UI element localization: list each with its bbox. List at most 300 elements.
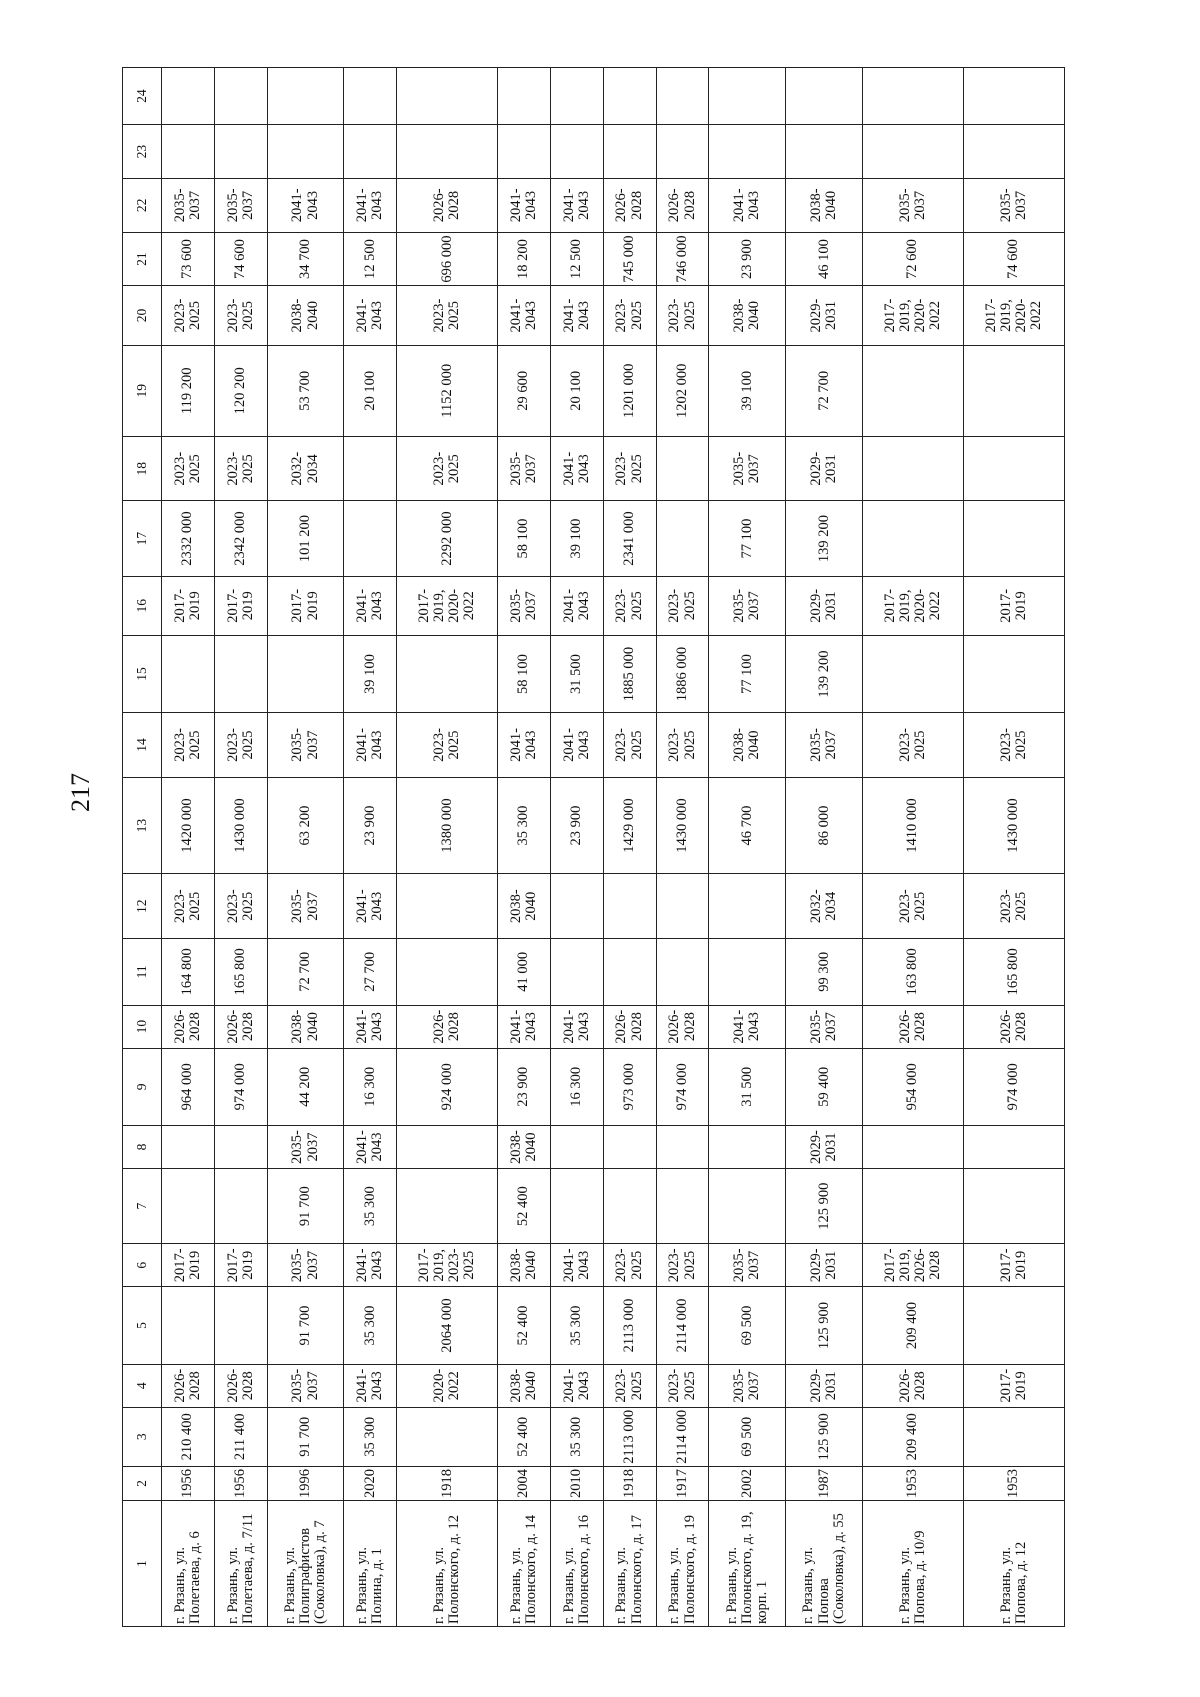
- table-cell: [863, 501, 964, 576]
- table-cell: 2041-2043: [550, 286, 603, 345]
- table-cell: 1886 000: [656, 635, 709, 712]
- table-cell: 2017-2019, 2020-2022: [964, 286, 1065, 345]
- table-cell: 99 300: [786, 938, 863, 1005]
- column-header-4: 4: [123, 1364, 162, 1407]
- table-cell: 2023-2025: [656, 1364, 709, 1407]
- table-cell: 2035-2037: [786, 713, 863, 778]
- table-cell: 2023-2025: [656, 713, 709, 778]
- table-cell: [550, 68, 603, 125]
- table-cell: 2041-2043: [344, 1364, 397, 1407]
- table-cell: 69 500: [709, 1407, 786, 1466]
- table-cell: 2041-2043: [344, 286, 397, 345]
- table-cell: 1956: [214, 1466, 267, 1500]
- table-cell: 2041-2043: [267, 178, 344, 232]
- table-cell: 2026-2028: [656, 1005, 709, 1048]
- table-cell: 2041-2043: [709, 1005, 786, 1048]
- table-cell: [344, 436, 397, 501]
- table-cell: 2035-2037: [709, 1364, 786, 1407]
- table-cell: [709, 68, 786, 125]
- table-cell: 2035-2037: [214, 178, 267, 232]
- table-cell: 1430 000: [214, 777, 267, 874]
- page-number: 217: [66, 773, 95, 812]
- table-cell: 35 300: [344, 1169, 397, 1244]
- table-cell: 46 100: [786, 232, 863, 286]
- table-cell: [214, 1169, 267, 1244]
- column-header-17: 17: [123, 501, 162, 576]
- table-cell: [397, 1126, 498, 1169]
- table-row: [162, 68, 215, 1627]
- table-cell: 2023-2025: [397, 713, 498, 778]
- table-cell: 2038-2040: [498, 1364, 551, 1407]
- table-cell: 1956: [162, 1466, 215, 1500]
- table-cell: 211 400: [214, 1407, 267, 1466]
- table-cell: 2341 000: [603, 501, 656, 576]
- table-cell: [214, 635, 267, 712]
- table-cell: 2113 000: [603, 1287, 656, 1364]
- table-cell: 23 900: [498, 1048, 551, 1125]
- table-cell: 2026-2028: [863, 1364, 964, 1407]
- table-cell: [214, 1126, 267, 1169]
- table-cell: 1953: [964, 1466, 1065, 1500]
- table-cell: [603, 1169, 656, 1244]
- table-cell: 59 400: [786, 1048, 863, 1125]
- table-cell: [863, 1126, 964, 1169]
- table-cell: 20 100: [550, 345, 603, 436]
- address-cell: г. Рязань, ул. Полонского, д. 14: [498, 1501, 551, 1627]
- table-cell: 164 800: [162, 938, 215, 1005]
- column-header-18: 18: [123, 436, 162, 501]
- table-cell: 31 500: [550, 635, 603, 712]
- table-cell: 16 300: [344, 1048, 397, 1125]
- table-cell: 165 800: [214, 938, 267, 1005]
- table-cell: 2023-2025: [863, 874, 964, 939]
- table-cell: 2026-2028: [162, 1364, 215, 1407]
- table-cell: [550, 125, 603, 179]
- table-cell: 973 000: [603, 1048, 656, 1125]
- table-cell: 2038-2040: [709, 713, 786, 778]
- table-cell: 23 900: [709, 232, 786, 286]
- registry-table: [122, 67, 1065, 1627]
- table-cell: [603, 68, 656, 125]
- table-cell: [397, 1407, 498, 1466]
- column-header-1: 1: [123, 1501, 162, 1627]
- table-cell: [550, 1169, 603, 1244]
- table-cell: 2035-2037: [709, 1244, 786, 1287]
- table-cell: 1918: [397, 1466, 498, 1500]
- table-cell: 2023-2025: [603, 576, 656, 635]
- table-cell: 2023-2025: [964, 713, 1065, 778]
- table-cell: 58 100: [498, 635, 551, 712]
- column-header-6: 6: [123, 1244, 162, 1287]
- table-cell: 210 400: [162, 1407, 215, 1466]
- table-cell: 2041-2043: [550, 436, 603, 501]
- table-cell: 2038-2040: [498, 1244, 551, 1287]
- table-cell: 39 100: [344, 635, 397, 712]
- table-cell: 2026-2028: [656, 178, 709, 232]
- table-cell: 2035-2037: [786, 1005, 863, 1048]
- column-header-14: 14: [123, 713, 162, 778]
- table-cell: 2035-2037: [267, 1364, 344, 1407]
- table-cell: 2332 000: [162, 501, 215, 576]
- table-cell: 72 700: [786, 345, 863, 436]
- table-cell: 41 000: [498, 938, 551, 1005]
- table-cell: 2041-2043: [550, 1364, 603, 1407]
- table-cell: 2035-2037: [863, 178, 964, 232]
- table-cell: 2023-2025: [603, 1244, 656, 1287]
- address-cell: г. Рязань, ул. Попова, д. 10/9: [863, 1501, 964, 1627]
- table-cell: 1885 000: [603, 635, 656, 712]
- table-cell: 2029-2031: [786, 1126, 863, 1169]
- table-cell: 2038-2040: [786, 178, 863, 232]
- table-cell: [863, 635, 964, 712]
- table-cell: 2023-2025: [162, 713, 215, 778]
- table-row: [863, 68, 964, 1627]
- table-cell: 2114 000: [656, 1287, 709, 1364]
- table-cell: 2041-2043: [344, 874, 397, 939]
- table-cell: 52 400: [498, 1169, 551, 1244]
- table-cell: 119 200: [162, 345, 215, 436]
- table-cell: 2029-2031: [786, 436, 863, 501]
- table-cell: [498, 125, 551, 179]
- column-header-5: 5: [123, 1287, 162, 1364]
- table-cell: 2023-2025: [603, 286, 656, 345]
- table-row: [709, 68, 786, 1627]
- table-cell: 39 100: [709, 345, 786, 436]
- address-cell: г. Рязань, ул. Полонского, д. 12: [397, 1501, 498, 1627]
- table-cell: [964, 125, 1065, 179]
- table-cell: 2032-2034: [786, 874, 863, 939]
- table-cell: 1996: [267, 1466, 344, 1500]
- table-cell: 44 200: [267, 1048, 344, 1125]
- table-cell: 745 000: [603, 232, 656, 286]
- table-cell: 1430 000: [656, 777, 709, 874]
- table-cell: [709, 874, 786, 939]
- table-cell: 77 100: [709, 501, 786, 576]
- table-cell: 2292 000: [397, 501, 498, 576]
- table-cell: 39 100: [550, 501, 603, 576]
- column-header-21: 21: [123, 232, 162, 286]
- table-cell: 2041-2043: [344, 1126, 397, 1169]
- table-cell: 2020: [344, 1466, 397, 1500]
- table-cell: 1918: [603, 1466, 656, 1500]
- column-header-19: 19: [123, 345, 162, 436]
- table-row: [603, 68, 656, 1627]
- table-cell: 2026-2028: [214, 1005, 267, 1048]
- table-cell: 2023-2025: [603, 436, 656, 501]
- table-cell: 1429 000: [603, 777, 656, 874]
- table-cell: [267, 635, 344, 712]
- table-cell: 2029-2031: [786, 1244, 863, 1287]
- table-cell: 2035-2037: [267, 713, 344, 778]
- table-cell: [550, 874, 603, 939]
- table-cell: 2041-2043: [498, 178, 551, 232]
- table-cell: 20 100: [344, 345, 397, 436]
- table-cell: 2017-2019: [964, 1364, 1065, 1407]
- table-cell: 2023-2025: [863, 713, 964, 778]
- table-cell: 2017-2019: [162, 1244, 215, 1287]
- table-cell: 2023-2025: [964, 874, 1065, 939]
- table-cell: 2029-2031: [786, 286, 863, 345]
- table-cell: 974 000: [656, 1048, 709, 1125]
- table-cell: 2038-2040: [709, 286, 786, 345]
- table-cell: [964, 345, 1065, 436]
- table-row: [550, 68, 603, 1627]
- table-cell: 2020-2022: [397, 1364, 498, 1407]
- table-cell: 139 200: [786, 635, 863, 712]
- table-cell: 69 500: [709, 1287, 786, 1364]
- table-cell: 2038-2040: [498, 1126, 551, 1169]
- table-cell: [214, 1287, 267, 1364]
- table-cell: 74 600: [214, 232, 267, 286]
- table-cell: 35 300: [550, 1407, 603, 1466]
- table-cell: 2023-2025: [162, 286, 215, 345]
- table-cell: [964, 501, 1065, 576]
- table-cell: [550, 1126, 603, 1169]
- table-cell: 2029-2031: [786, 576, 863, 635]
- table-cell: [603, 874, 656, 939]
- table-cell: 2035-2037: [498, 576, 551, 635]
- table-cell: 2041-2043: [498, 713, 551, 778]
- column-header-7: 7: [123, 1169, 162, 1244]
- table-cell: 2041-2043: [550, 576, 603, 635]
- table-cell: 2004: [498, 1466, 551, 1500]
- table-cell: 2017-2019, 2023-2025: [397, 1244, 498, 1287]
- table-row: [964, 68, 1065, 1627]
- table-cell: 2342 000: [214, 501, 267, 576]
- table-cell: 974 000: [964, 1048, 1065, 1125]
- table-cell: 35 300: [550, 1287, 603, 1364]
- table-cell: [550, 938, 603, 1005]
- table-cell: 2038-2040: [267, 1005, 344, 1048]
- table-cell: 73 600: [162, 232, 215, 286]
- table-cell: 2017-2019, 2020-2022: [863, 286, 964, 345]
- table-row: [498, 68, 551, 1627]
- column-header-2: 2: [123, 1466, 162, 1500]
- table-cell: [964, 436, 1065, 501]
- address-cell: г. Рязань, ул. Полонского, д. 19, корп. 1: [709, 1501, 786, 1627]
- table-cell: 1987: [786, 1466, 863, 1500]
- table-cell: 163 800: [863, 938, 964, 1005]
- address-cell: г. Рязань, ул. Полонского, д. 17: [603, 1501, 656, 1627]
- table-cell: 2026-2028: [397, 1005, 498, 1048]
- table-row: [267, 68, 344, 1627]
- table-body: [162, 68, 1065, 1627]
- column-header-24: 24: [123, 68, 162, 125]
- table-cell: [863, 1169, 964, 1244]
- table-cell: 2041-2043: [550, 1244, 603, 1287]
- table-cell: [162, 125, 215, 179]
- table-cell: 2035-2037: [267, 1126, 344, 1169]
- table-cell: [397, 125, 498, 179]
- table-cell: 2026-2028: [214, 1364, 267, 1407]
- table-cell: 125 900: [786, 1287, 863, 1364]
- table-cell: 2023-2025: [656, 576, 709, 635]
- table-cell: 1953: [863, 1466, 964, 1500]
- table-cell: [964, 1169, 1065, 1244]
- table-cell: 23 900: [550, 777, 603, 874]
- table-cell: 2017-2019: [964, 1244, 1065, 1287]
- table-cell: 2035-2037: [267, 874, 344, 939]
- table-cell: 2023-2025: [603, 713, 656, 778]
- column-header-8: 8: [123, 1126, 162, 1169]
- table-cell: [709, 125, 786, 179]
- table-row: [786, 68, 863, 1627]
- table-cell: [964, 1407, 1065, 1466]
- table-cell: [214, 125, 267, 179]
- table-cell: [603, 125, 656, 179]
- table-cell: 91 700: [267, 1407, 344, 1466]
- table-cell: 2032-2034: [267, 436, 344, 501]
- table-cell: 12 500: [344, 232, 397, 286]
- table-cell: [397, 635, 498, 712]
- table-cell: 2038-2040: [267, 286, 344, 345]
- table-cell: 63 200: [267, 777, 344, 874]
- table-header: [123, 68, 162, 1627]
- table-cell: 2041-2043: [550, 713, 603, 778]
- table-cell: [162, 1287, 215, 1364]
- table-cell: 53 700: [267, 345, 344, 436]
- table-cell: [863, 345, 964, 436]
- table-cell: [498, 68, 551, 125]
- table-cell: 58 100: [498, 501, 551, 576]
- table-cell: 2023-2025: [214, 874, 267, 939]
- table-cell: [267, 68, 344, 125]
- table-cell: 2023-2025: [656, 286, 709, 345]
- table-cell: 2041-2043: [344, 713, 397, 778]
- table-cell: 2017-2019: [964, 576, 1065, 635]
- table-cell: 2041-2043: [498, 286, 551, 345]
- address-cell: г. Рязань, ул. Попова (Соколовка), д. 55: [786, 1501, 863, 1627]
- table-cell: 2114 000: [656, 1407, 709, 1466]
- table-cell: [656, 874, 709, 939]
- table-cell: [397, 1169, 498, 1244]
- rotated-table-container: [122, 67, 1065, 1627]
- table-cell: 1380 000: [397, 777, 498, 874]
- table-cell: 2113 000: [603, 1407, 656, 1466]
- table-cell: 29 600: [498, 345, 551, 436]
- table-cell: 1410 000: [863, 777, 964, 874]
- table-cell: 91 700: [267, 1169, 344, 1244]
- table-cell: [656, 125, 709, 179]
- table-cell: [863, 125, 964, 179]
- table-cell: [397, 938, 498, 1005]
- table-cell: 31 500: [709, 1048, 786, 1125]
- address-cell: г. Рязань, ул. Полиграфистов (Соколовка), д. 7: [267, 1501, 344, 1627]
- column-header-13: 13: [123, 777, 162, 874]
- column-header-15: 15: [123, 635, 162, 712]
- table-cell: [709, 938, 786, 1005]
- table-row: [214, 68, 267, 1627]
- address-cell: г. Рязань, ул. Попова, д. 12: [964, 1501, 1065, 1627]
- table-cell: [964, 1126, 1065, 1169]
- address-cell: г. Рязань, ул. Полонского, д. 19: [656, 1501, 709, 1627]
- table-cell: 2026-2028: [603, 1005, 656, 1048]
- table-cell: 2035-2037: [709, 576, 786, 635]
- table-row: [656, 68, 709, 1627]
- table-cell: 2041-2043: [550, 1005, 603, 1048]
- table-cell: [162, 635, 215, 712]
- table-cell: 125 900: [786, 1169, 863, 1244]
- table-row: [397, 68, 498, 1627]
- table-cell: 120 200: [214, 345, 267, 436]
- table-cell: 209 400: [863, 1407, 964, 1466]
- table-cell: 2023-2025: [397, 286, 498, 345]
- table-cell: 209 400: [863, 1287, 964, 1364]
- table-cell: 974 000: [214, 1048, 267, 1125]
- table-cell: [214, 68, 267, 125]
- table-cell: 2017-2019: [214, 1244, 267, 1287]
- table-cell: 86 000: [786, 777, 863, 874]
- table-cell: 91 700: [267, 1287, 344, 1364]
- table-cell: [603, 1126, 656, 1169]
- address-cell: г. Рязань, ул. Полетаева, д. 7/11: [214, 1501, 267, 1627]
- table-cell: 2038-2040: [498, 874, 551, 939]
- table-cell: 27 700: [344, 938, 397, 1005]
- table-cell: 2041-2043: [344, 1005, 397, 1048]
- table-cell: [397, 874, 498, 939]
- table-cell: 16 300: [550, 1048, 603, 1125]
- table-cell: [656, 68, 709, 125]
- table-cell: [344, 125, 397, 179]
- table-cell: 2026-2028: [603, 178, 656, 232]
- table-cell: [964, 1287, 1065, 1364]
- column-header-23: 23: [123, 125, 162, 179]
- table-cell: 2041-2043: [344, 576, 397, 635]
- table-cell: [344, 501, 397, 576]
- table-cell: 125 900: [786, 1407, 863, 1466]
- column-header-9: 9: [123, 1048, 162, 1125]
- table-cell: 2029-2031: [786, 1364, 863, 1407]
- table-cell: 1430 000: [964, 777, 1065, 874]
- table-cell: 2002: [709, 1466, 786, 1500]
- table-cell: 2017-2019, 2020-2022: [397, 576, 498, 635]
- table-cell: [786, 125, 863, 179]
- table-cell: 2023-2025: [214, 713, 267, 778]
- table-cell: [656, 1169, 709, 1244]
- table-cell: [344, 68, 397, 125]
- table-cell: 2064 000: [397, 1287, 498, 1364]
- table-cell: [267, 125, 344, 179]
- table-cell: 964 000: [162, 1048, 215, 1125]
- table-cell: 924 000: [397, 1048, 498, 1125]
- table-cell: 696 000: [397, 232, 498, 286]
- table-cell: 2023-2025: [603, 1364, 656, 1407]
- table-cell: [786, 68, 863, 125]
- address-cell: г. Рязань, ул. Полонского, д. 16: [550, 1501, 603, 1627]
- table-cell: 2023-2025: [397, 436, 498, 501]
- column-header-11: 11: [123, 938, 162, 1005]
- address-cell: г. Рязань, ул. Полина, д. 1: [344, 1501, 397, 1627]
- address-cell: г. Рязань, ул. Полетаева, д. 6: [162, 1501, 215, 1627]
- table-cell: 2017-2019, 2020-2022: [863, 576, 964, 635]
- table-cell: 2035-2037: [498, 436, 551, 501]
- table-cell: [603, 938, 656, 1005]
- table-cell: 74 600: [964, 232, 1065, 286]
- table-cell: 2035-2037: [162, 178, 215, 232]
- table-cell: 2041-2043: [344, 178, 397, 232]
- table-cell: 2041-2043: [344, 1244, 397, 1287]
- table-cell: 165 800: [964, 938, 1065, 1005]
- table-cell: 2035-2037: [964, 178, 1065, 232]
- table-cell: 1917: [656, 1466, 709, 1500]
- table-cell: [709, 1126, 786, 1169]
- table-cell: [656, 1126, 709, 1169]
- table-cell: 1202 000: [656, 345, 709, 436]
- table-cell: 12 500: [550, 232, 603, 286]
- table-cell: 2041-2043: [550, 178, 603, 232]
- table-cell: 2041-2043: [709, 178, 786, 232]
- table-cell: [397, 68, 498, 125]
